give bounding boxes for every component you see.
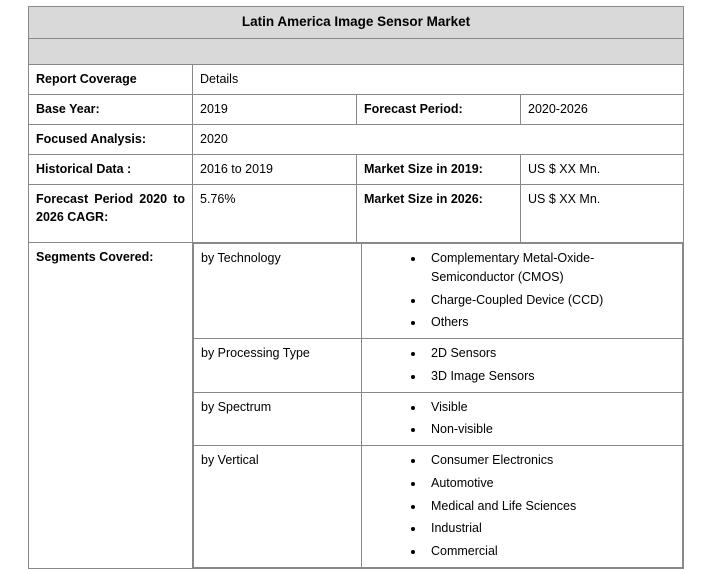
list-item: • Consumer Electronics (425, 451, 675, 470)
segment-group (194, 339, 683, 393)
segment-items (362, 339, 683, 393)
list-item: • Complementary Metal-Oxide-Semiconductor (CMOS) (425, 249, 675, 287)
table-row (29, 154, 684, 184)
cagr-label: Forecast Period 2020 to 2026 CAGR: (29, 185, 193, 243)
segment-name: by Technology (194, 244, 362, 339)
market-size-2026-value: US $ XX Mn. (521, 185, 684, 243)
page-title: Latin America Image Sensor Market (29, 7, 684, 39)
base-year-label: Base Year: (29, 94, 193, 124)
historical-data-value: 2016 to 2019 (193, 154, 357, 184)
segment-items (362, 392, 683, 446)
segment-group (194, 244, 683, 339)
focused-analysis-value: 2020 (193, 124, 684, 154)
table-row (29, 124, 684, 154)
segment-item-list (369, 249, 675, 332)
segment-group (194, 446, 683, 568)
segments-container (193, 243, 684, 569)
title-row (29, 7, 684, 39)
market-size-2026-label: Market Size in 2026: (357, 185, 521, 243)
segments-covered-label: Segments Covered: (29, 243, 193, 569)
forecast-period-value: 2020-2026 (521, 94, 684, 124)
spacer-row (29, 38, 684, 64)
segment-group (194, 392, 683, 446)
segment-items (362, 244, 683, 339)
list-item: • Non-visible (425, 420, 675, 439)
list-item: • Charge-Coupled Device (CCD) (425, 291, 675, 310)
forecast-period-label: Forecast Period: (357, 94, 521, 124)
base-year-value: 2019 (193, 94, 357, 124)
segment-name: by Vertical (194, 446, 362, 568)
cagr-value: 5.76% (193, 185, 357, 243)
market-size-2019-label: Market Size in 2019: (357, 154, 521, 184)
focused-analysis-label: Focused Analysis: (29, 124, 193, 154)
table-row (29, 64, 684, 94)
segment-items (362, 446, 683, 568)
segment-item-list (369, 344, 675, 386)
segments-row (29, 243, 684, 569)
list-item: • 3D Image Sensors (425, 367, 675, 386)
segment-name: by Processing Type (194, 339, 362, 393)
list-item: • Medical and Life Sciences (425, 497, 675, 516)
list-item: • Commercial (425, 542, 675, 561)
segment-item-list (369, 451, 675, 561)
market-size-2019-value: US $ XX Mn. (521, 154, 684, 184)
segments-table (193, 243, 683, 568)
spacer-band (29, 38, 684, 64)
table-row (29, 185, 684, 243)
report-coverage-value: Details (193, 64, 684, 94)
segment-name: by Spectrum (194, 392, 362, 446)
table-row (29, 94, 684, 124)
list-item: • Automotive (425, 474, 675, 493)
report-summary-sheet (0, 6, 711, 559)
list-item: • Visible (425, 398, 675, 417)
list-item: • Others (425, 313, 675, 332)
list-item: • 2D Sensors (425, 344, 675, 363)
report-coverage-label: Report Coverage (29, 64, 193, 94)
report-summary-table (28, 6, 684, 569)
segment-item-list (369, 398, 675, 440)
list-item: • Industrial (425, 519, 675, 538)
historical-data-label: Historical Data : (29, 154, 193, 184)
